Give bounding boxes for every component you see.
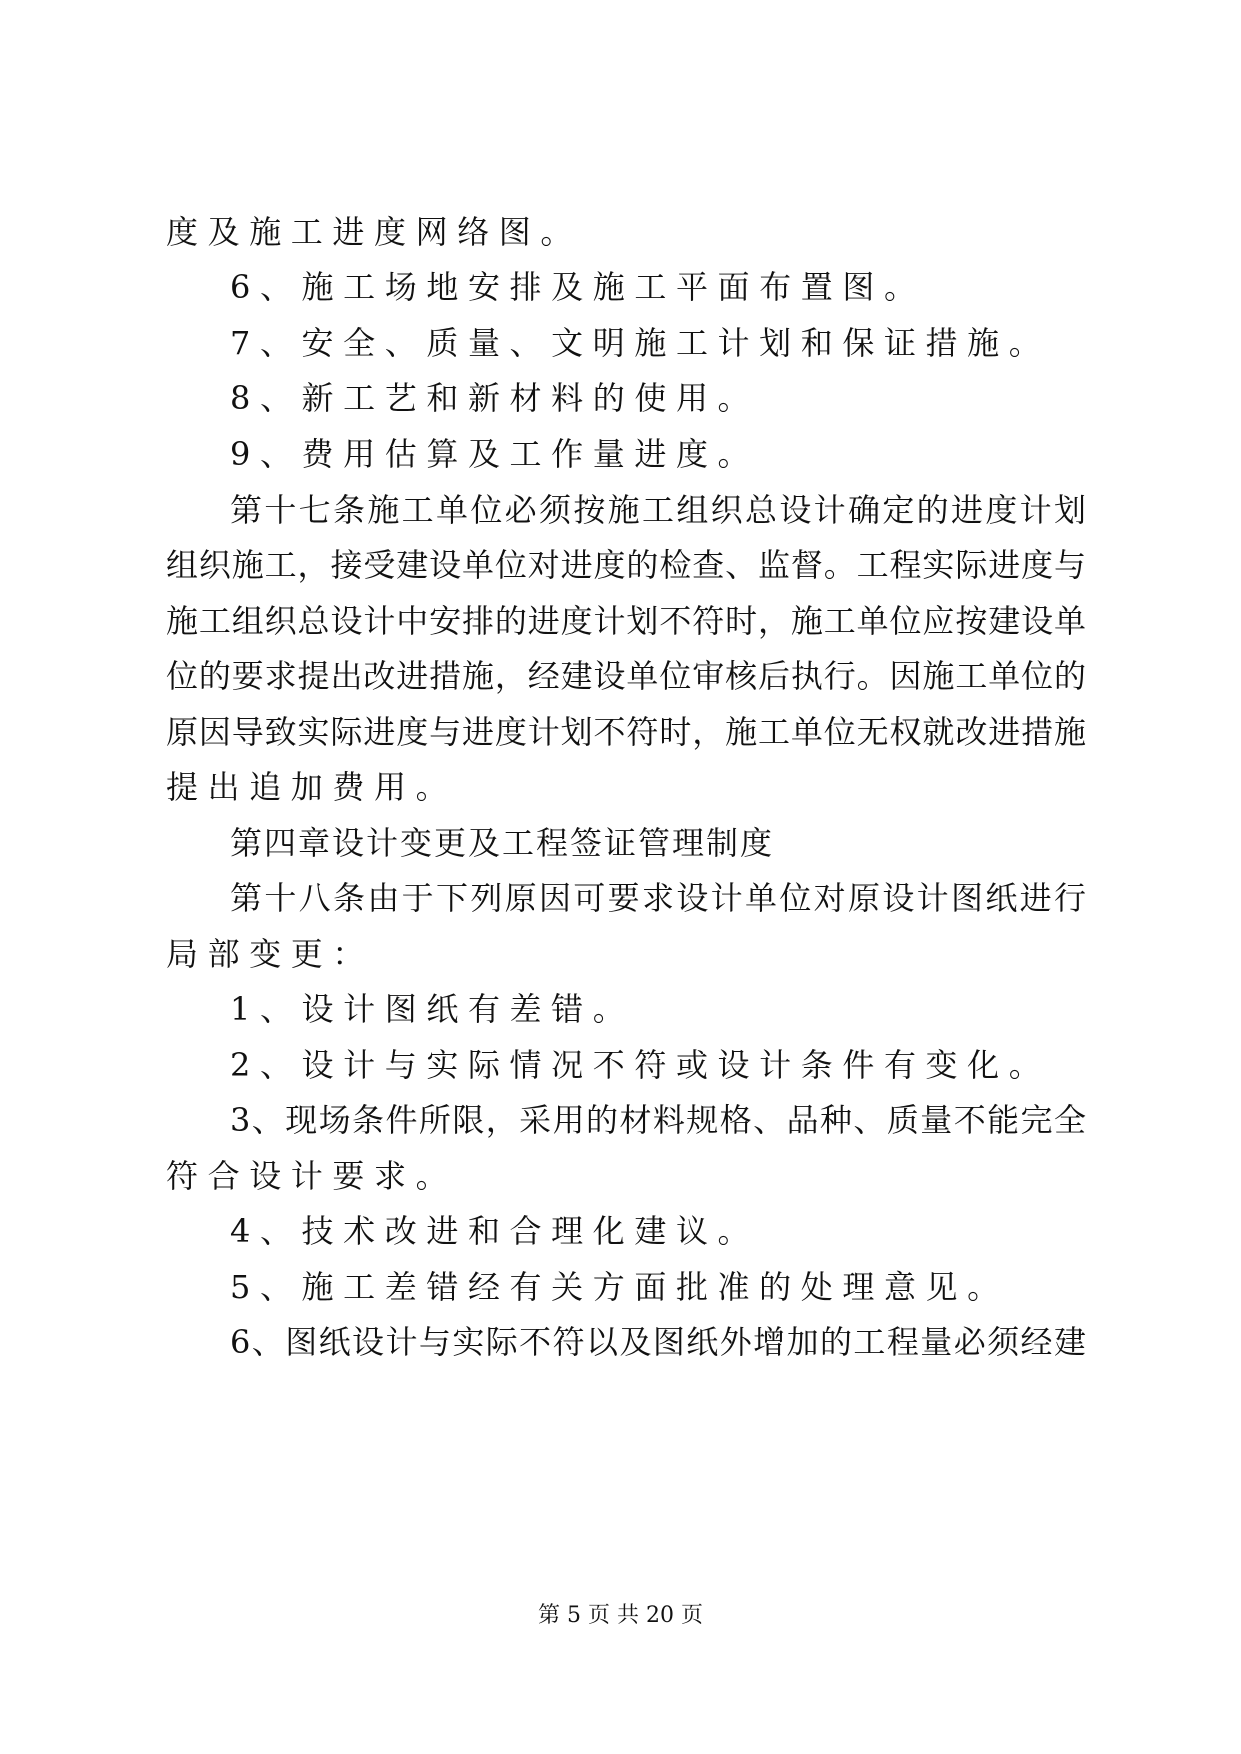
text-line: 度及施工进度网络图。 [166,213,583,251]
paragraph-line: 局部变更： [166,935,375,973]
list-item: 9、费用估算及工作量进度。 [230,435,760,473]
list-item: 7、安全、质量、文明施工计划和保证措施。 [230,324,1051,362]
page-number-footer: 第 5 页 共 20 页 [538,1603,703,1628]
paragraph-line: 提出追加费用。 [166,768,458,806]
list-item: 6、图纸设计与实际不符以及图纸外增加的工程量必须经建 [230,1323,1086,1361]
paragraph-line: 原因导致实际进度与进度计划不符时，施工单位无权就改进措施 [166,713,1086,751]
paragraph-line: 第十八条由于下列原因可要求设计单位对原设计图纸进行 [230,879,1086,917]
list-item: 4、技术改进和合理化建议。 [230,1212,760,1250]
list-item: 1、设计图纸有差错。 [230,990,635,1028]
chapter-heading: 第四章设计变更及工程签证管理制度 [230,824,775,862]
paragraph-line: 组织施工，接受建设单位对进度的检查、监督。工程实际进度与 [166,546,1086,584]
list-item: 8、新工艺和新材料的使用。 [230,379,760,417]
list-item: 3、现场条件所限，采用的材料规格、品种、质量不能完全 [230,1101,1086,1139]
list-item: 6、施工场地安排及施工平面布置图。 [230,268,926,306]
paragraph-line: 位的要求提出改进措施，经建设单位审核后执行。因施工单位的 [166,657,1086,695]
list-item: 5、施工差错经有关方面批准的处理意见。 [230,1268,1009,1306]
list-item: 2、设计与实际情况不符或设计条件有变化。 [230,1046,1051,1084]
list-item-continuation: 符合设计要求。 [166,1157,458,1195]
paragraph-line: 第十七条施工单位必须按施工组织总设计确定的进度计划 [230,491,1086,529]
paragraph-line: 施工组织总设计中安排的进度计划不符时，施工单位应按建设单 [166,602,1086,640]
